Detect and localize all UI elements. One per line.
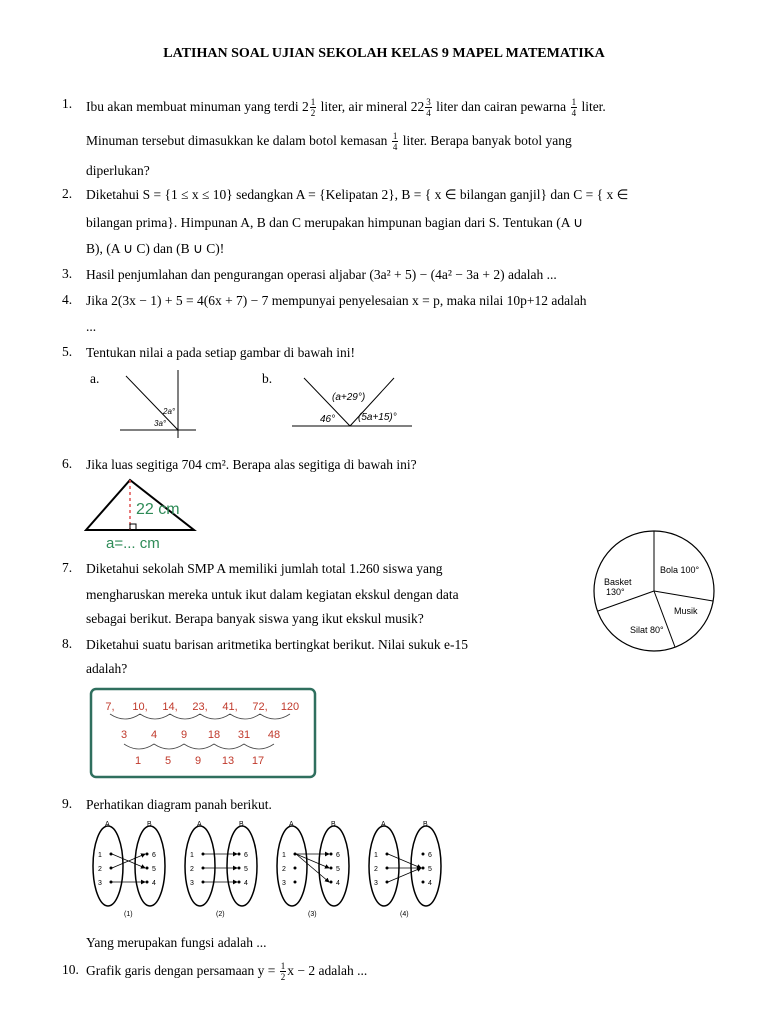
q9-right-value: 4 [244,880,248,887]
q9-right-dot [146,867,149,870]
q1-line2: Minuman tersebut dimasukkan ke dalam botol kemasan $\frac{1}{4}$ liter. Berapa banyak botol yang [86,131,572,153]
q5-number: 5. [62,344,73,359]
q1-line3: diperlukan? [86,163,150,178]
q9-right-dot [238,853,241,856]
q3-number: 3. [62,266,73,281]
q7-pie-bola: Bola 100° [660,565,700,575]
q8-seq-row3-item: 1 [134,755,142,767]
q8-seq-row2-item: 3 [120,729,128,741]
q9-left-value: 3 [374,880,378,887]
q10-text: Grafik garis dengan persamaan y = $\frac{1}{2}$ x − 2 adalah ... [86,961,368,983]
q5-figure-a [116,368,198,440]
q5-b-label: b. [262,371,273,386]
q6-text: Jika luas segitiga 704 cm². Berapa alas segitiga di bawah ini? [86,457,417,472]
q9-left-dot [294,867,297,870]
q2-line3: B), (A ∪ C) dan (B ∪ C)! [86,241,225,256]
q8-line1: Diketahui suatu barisan aritmetika bertingkat berikut. Nilai sukuk e-15 [86,637,469,652]
q9-right-value: 6 [428,852,432,859]
q9-set-b-label: B [239,821,244,828]
q7-pie-silat: Silat 80° [630,625,664,635]
q9-panel-label: (1) [124,911,133,918]
q9-left-dot [294,881,297,884]
q8-seq-row3-item: 5 [164,755,172,767]
q9-left-value: 1 [190,852,194,859]
q9-left-value: 1 [374,852,378,859]
q8-line2: adalah? [86,661,128,676]
q4-number: 4. [62,292,73,307]
q9-left-value: 2 [282,866,286,873]
q2-line1: Diketahui S = {1 ≤ x ≤ 10} sedangkan A = {Kelipatan 2}, B = { x ∈ bilangan ganjil} dan C = { x ∈ [86,187,629,202]
q8-seq-row1-item: 14, [162,701,178,713]
q9-set-a-label: A [105,821,110,828]
q9-right-dot [422,881,425,884]
q8-seq-row2-item: 9 [180,729,188,741]
q5-a-angle-3a: 3a° [154,419,167,428]
q6-height-label: 22 cm [136,501,180,518]
q9-left-value: 2 [374,866,378,873]
q9-arrow [296,854,329,882]
q9-right-dot [330,867,333,870]
q9-text: Perhatikan diagram panah berikut. [86,797,272,812]
q9-panel-label: (2) [216,911,225,918]
q9-left-value: 1 [98,852,102,859]
q8-seq-row1-item: 72, [252,701,268,713]
q9-left-value: 3 [98,880,102,887]
q9-set-a-label: A [381,821,386,828]
q6-base-label: a=... cm [106,535,160,552]
q1-line1: Ibu akan membuat minuman yang terdi 2 $\frac{1}{2}$ liter, air mineral 22 $\frac{3}{4}$ liter dan cairan pewarna $\frac{1}{4}$ liter. [86,97,606,119]
q9-arrow [388,854,421,868]
q8-seq-row2-item: 4 [150,729,158,741]
q9-set-b-label: B [147,821,152,828]
q9-set-a-label: A [197,821,202,828]
q9-panel-label: (4) [400,911,409,918]
q7-line1: Diketahui sekolah SMP A memiliki jumlah total 1.260 siswa yang [86,561,443,576]
q9-right-value: 5 [244,866,248,873]
q9-right-dot [330,853,333,856]
q8-seq-row2-item: 31 [237,729,251,741]
q9-set-b-label: B [423,821,428,828]
q8-sequence-box [88,686,318,780]
q9-right-value: 6 [244,852,248,859]
q9-left-value: 1 [282,852,286,859]
q8-seq-row2-item: 48 [267,729,281,741]
q6-number: 6. [62,456,73,471]
q5-a-angle-2a: 2a° [163,407,176,416]
page-title: LATIHAN SOAL UJIAN SEKOLAH KELAS 9 MAPEL MATEMATIKA [163,46,605,61]
q9-right-dot [146,853,149,856]
q9-right-value: 5 [152,866,156,873]
q5-b-angle-46: 46° [320,414,336,425]
q8-seq-row3-item: 13 [221,755,235,767]
q9-right-value: 6 [336,852,340,859]
q7-pie-chart [592,526,722,656]
q8-seq-row1-item: 10, [132,701,148,713]
q3-text: Hasil penjumlahan dan pengurangan operasi aljabar (3a² + 5) − (4a² − 3a + 2) adalah ... [86,267,557,282]
q8-seq-row1-item: 23, [192,701,208,713]
q7-line3: sebagai berikut. Berapa banyak siswa yang ikut ekskul musik? [86,611,424,626]
q9-right-dot [238,867,241,870]
q9-right-dot [238,881,241,884]
q5-b-angle-5a15: (5a+15)° [358,412,397,423]
q5-figure-b [290,374,414,430]
q9-right-dot [146,881,149,884]
q6-triangle [84,476,202,552]
q9-set-a-label: A [289,821,294,828]
q9-right-dot [422,853,425,856]
q7-pie-basket-value: 130° [606,587,625,597]
q10-number: 10. [62,962,79,977]
q9-left-value: 3 [282,880,286,887]
q9-left-value: 3 [190,880,194,887]
q7-pie-basket: Basket [604,577,632,587]
q9-number: 9. [62,796,73,811]
q8-seq-row1-item: 7, [105,701,115,713]
q8-seq-row3-item: 17 [251,755,265,767]
q9-right-value: 4 [428,880,432,887]
q5-b-angle-a29: (a+29°) [332,392,366,403]
q8-seq-row3-item: 9 [194,755,202,767]
q9-set-b-label: B [331,821,336,828]
q9-left-value: 2 [190,866,194,873]
q9-arrow-diagrams [86,816,466,920]
q7-number: 7. [62,560,73,575]
q7-pie-musik: Musik [674,606,698,616]
q9-right-value: 4 [152,880,156,887]
q4-line1: Jika 2(3x − 1) + 5 = 4(6x + 7) − 7 mempunyai penyelesaian x = p, maka nilai 10p+12 adalah [86,293,587,308]
q9-left-value: 2 [98,866,102,873]
q5-a-label: a. [90,371,100,386]
q1-number: 1. [62,96,73,111]
q9-panel-label: (3) [308,911,317,918]
q7-line2: mengharuskan mereka untuk ikut dalam kegiatan ekskul dengan data [86,587,459,602]
q8-seq-row1-item: 120 [280,701,300,713]
q8-seq-row1-item: 41, [222,701,238,713]
q9-right-value: 6 [152,852,156,859]
q2-number: 2. [62,186,73,201]
q9-set-b-ellipse [227,826,257,906]
q2-line2: bilangan prima}. Himpunan A, B dan C merupakan himpunan bagian dari S. Tentukan (A ∪ [86,215,583,230]
q9-right-dot [422,867,425,870]
q9-right-value: 4 [336,880,340,887]
q4-line2: ... [86,319,97,334]
q5-text: Tentukan nilai a pada setiap gambar di bawah ini! [86,345,355,360]
q9-right-value: 5 [336,866,340,873]
q9-right-value: 5 [428,866,432,873]
q9-arrow [296,854,329,868]
q8-seq-row2-item: 18 [207,729,221,741]
q8-number: 8. [62,636,73,651]
q9-arrow [388,868,421,882]
q9-answer: Yang merupakan fungsi adalah ... [86,935,267,950]
q9-right-dot [330,881,333,884]
